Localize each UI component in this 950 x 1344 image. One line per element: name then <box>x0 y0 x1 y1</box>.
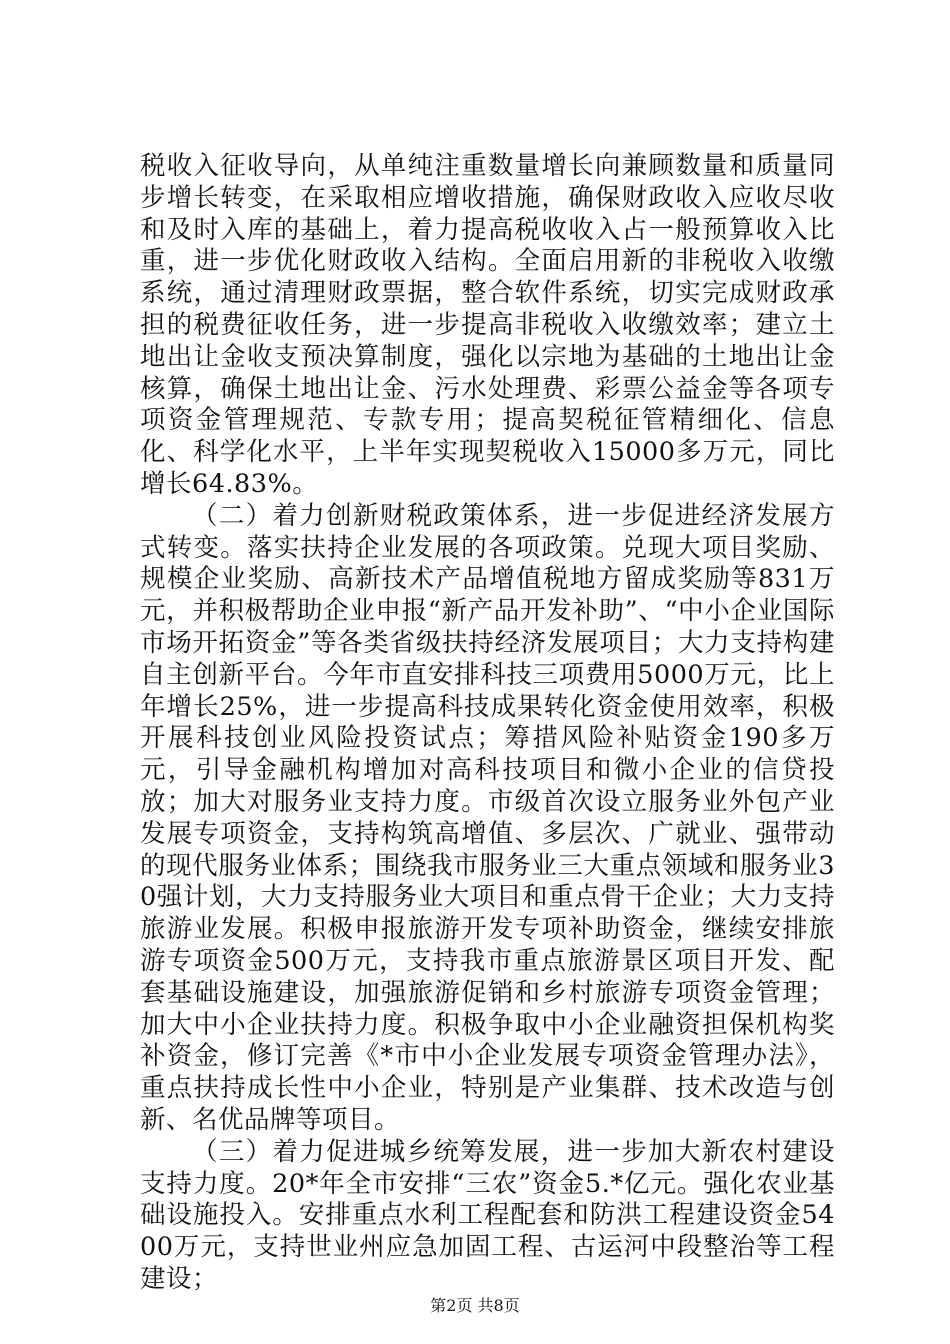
paragraph-section-2: （二）着力创新财税政策体系，进一步促进经济发展方式转变。落实扶持企业发展的各项政策。兑现大项目奖励、规模企业奖励、高新技术产品增值税地方留成奖励等831万元，并积极帮助企业申报“新产品开发补助”、“中小企业国际市场开拓资金”等各类省级扶持经济发展项目；大力支持构建自主创新平台。今年市直安排科技三项费用5000万元，比上年增长25%，进一步提高科技成果转化资金使用效率，积极开展科技创业风险投资试点；筹措风险补贴资金190多万元，引导金融机构增加对高科技项目和微小企业的信贷投放；加大对服务业支持力度。市级首次设立服务业外包产业发展专项资金，支持构筑高增值、多层次、广就业、强带动的现代服务业体系；围绕我市服务业三大重点领域和服务业30强计划，大力支持服务业大项目和重点骨干企业；大力支持旅游业发展。积极申报旅游开发专项补助资金，继续安排旅游专项资金500万元，支持我市重点旅游景区项目开发、配套基础设施建设，加强旅游促销和乡村旅游专项资金管理；加大中小企业扶持力度。积极争取中小企业融资担保机构奖补资金，修订完善《*市中小企业发展专项资金管理办法》，重点扶持成长性中小企业，特别是产业集群、技术改造与创新、名优品牌等项目。 <box>140 500 835 1135</box>
paragraph-continuation: 税收入征收导向，从单纯注重数量增长向兼顾数量和质量同步增长转变，在采取相应增收措施，确保财政收入应收尽收和及时入库的基础上，着力提高税收收入占一般预算收入比重，进一步优化财政收入结构。全面启用新的非税收入收缴系统，通过清理财政票据，整合软件系统，切实完成财政承担的税费征收任务，进一步提高非税收入收缴效率；建立土地出让金收支预决算制度，强化以宗地为基础的土地出让金核算，确保土地出让金、污水处理费、彩票公益金等各项专项资金管理规范、专款专用；提高契税征管精细化、信息化、科学化水平，上半年实现契税收入15000多万元，同比增长64.83%。 <box>140 151 835 499</box>
page-footer: 第2页 共8页 <box>430 1296 520 1315</box>
paragraph-section-3: （三）着力促进城乡统筹发展，进一步加大新农村建设支持力度。20*年全市安排“三农”资金5.*亿元。强化农业基础设施投入。安排重点水利工程配套和防洪工程建设资金5400万元，支持世业州应急加固工程、古运河中段整治等工程建设； <box>140 1136 835 1294</box>
document-body <box>140 151 835 1296</box>
